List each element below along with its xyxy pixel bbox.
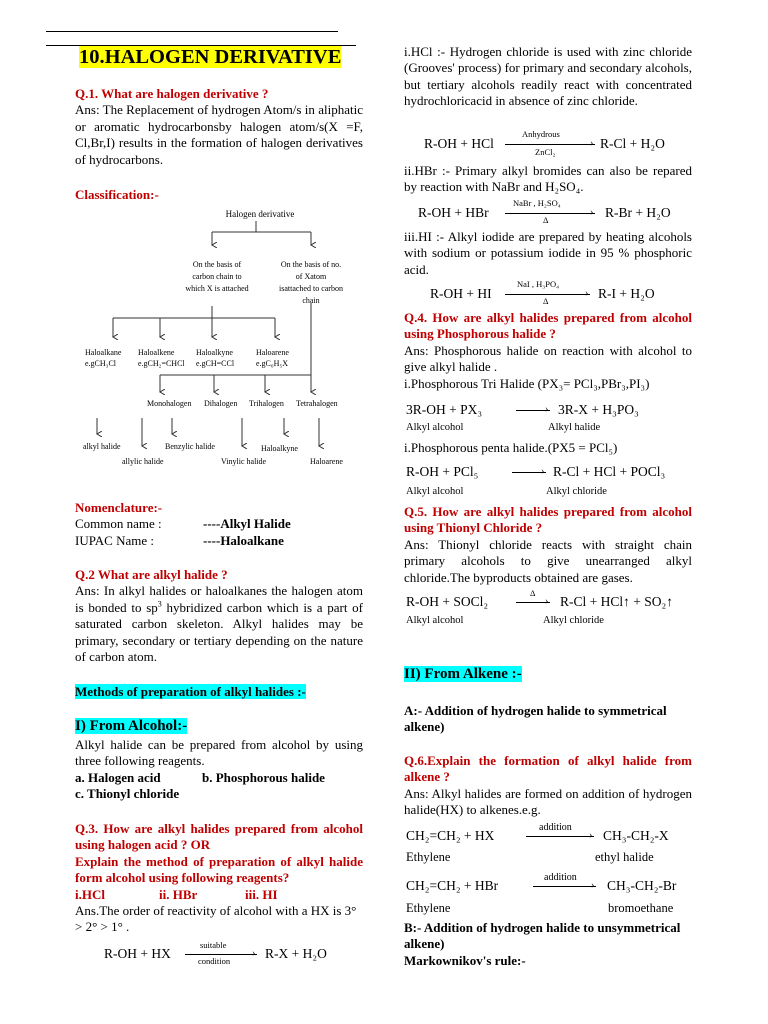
eq2-arrow bbox=[505, 213, 595, 214]
eq-hx-arrowhead: › bbox=[252, 948, 256, 959]
classification-diagram bbox=[75, 205, 375, 475]
q3-hbr: ii. HBr bbox=[159, 886, 198, 902]
eq6-right: R-Cl + HCl↑ + SO₂↑ bbox=[560, 594, 673, 609]
eq1-left: R-OH + HCl bbox=[424, 136, 494, 151]
eq-hx-above: suitable bbox=[200, 940, 227, 950]
hi-text: iii.HI :- Alkyl iodide are prepared by heating alcohols with sodium or potassium iodide in 95 % phosphoric acid. bbox=[404, 229, 692, 277]
eq7-label-left: Ethylene bbox=[406, 850, 451, 864]
classification-heading: Classification:- bbox=[75, 187, 159, 202]
eq5-label-left: Alkyl alcohol bbox=[406, 486, 464, 497]
sub-haloarene: Haloarene bbox=[310, 457, 343, 466]
q3-question-b: Explain the method of preparation of alkyl halide form alcohol using following reagents? bbox=[75, 853, 363, 886]
eq8-above: addition bbox=[544, 872, 577, 883]
q4-question: Q.4. How are alkyl halides prepared from alcohol using Phosphorous halide ? bbox=[404, 310, 692, 342]
count-di: Dihalogen bbox=[204, 399, 238, 408]
diagram-basis2-l3: isattached to carbon bbox=[279, 284, 343, 293]
diagram-root: Halogen derivative bbox=[225, 209, 295, 219]
iupac-name-label: IUPAC Name : bbox=[75, 532, 154, 548]
sub-vinylic: Vinylic halide bbox=[221, 457, 267, 466]
q5-question: Q.5. How are alkyl halides prepared from alcohol using Thionyl Chloride ? bbox=[404, 504, 692, 536]
markovnikov-heading: Markownikov's rule:- bbox=[404, 952, 526, 968]
eq2-left: R-OH + HBr bbox=[418, 205, 489, 220]
eq1-right: R-Cl + H₂O bbox=[600, 136, 665, 151]
eq1-below: ZnCl₂ bbox=[535, 147, 556, 157]
iupac-name-value: ----Haloalkane bbox=[203, 532, 284, 548]
q3-question: Q.3. How are alkyl halides prepared from alcohol using halogen acid ? OR bbox=[75, 821, 363, 853]
count-tetra: Tetrahalogen bbox=[296, 399, 338, 408]
diagram-basis1-l2: carbon chain to bbox=[192, 272, 242, 281]
alcohol-intro: Alkyl halide can be prepared from alcohol by using three following reagents. bbox=[75, 737, 363, 769]
q2-question: Q.2 What are alkyl halide ? bbox=[75, 567, 228, 582]
eq3-right: R-I + H₂O bbox=[598, 286, 655, 301]
sub-benzylic: Benzylic halide bbox=[165, 442, 215, 451]
q3-hcl: i.HCl bbox=[75, 886, 105, 902]
eq-hx-left: R-OH + HX bbox=[104, 946, 171, 961]
q6-question: Q.6.Explain the formation of alkyl halide from alkene ? bbox=[404, 753, 692, 785]
eq8-label-right: bromoethane bbox=[608, 901, 674, 915]
eq3-left: R-OH + HI bbox=[430, 286, 492, 301]
type-haloalkene: Haloalkene bbox=[138, 348, 175, 357]
diagram-basis1-l1: On the basis of bbox=[192, 260, 242, 269]
eq4-right: 3R-X + H₃PO₃ bbox=[558, 402, 639, 417]
eq4-label-left: Alkyl alcohol bbox=[406, 422, 464, 433]
common-name-value: ----Alkyl Halide bbox=[203, 516, 291, 532]
common-name-label: Common name : bbox=[75, 516, 162, 532]
eq-hx-right: R-X + H₂O bbox=[265, 946, 327, 961]
diagram-basis2-l1: On the basis of no. bbox=[280, 260, 342, 269]
eq1-above: Anhydrous bbox=[522, 129, 560, 139]
page-title bbox=[79, 44, 341, 70]
eq8-right: CH₃-CH₂-Br bbox=[607, 878, 677, 893]
eq2-right: R-Br + H₂O bbox=[605, 205, 671, 220]
type-haloalkane-ex: e.gCH₃Cl bbox=[85, 359, 117, 368]
from-alcohol-heading: I) From Alcohol:- bbox=[75, 718, 188, 734]
eq8-arrowhead: › bbox=[591, 880, 595, 891]
q1-answer: Ans: The Replacement of hydrogen Atom/s in aliphatic or aromatic hydrocarbonsby halogen atom/s(X =F, Cl,Br,I) results in the formation of halogen derivatives of hydrocarbons. bbox=[75, 102, 363, 167]
title-text: 10.HALOGEN DERIVATIVE bbox=[79, 46, 342, 68]
eq7-arrow bbox=[526, 836, 594, 837]
sub-allylic: allylic halide bbox=[122, 457, 164, 466]
q5-answer: Ans: Thionyl chloride reacts with straight chain primary alcohols to give unearranged alkyl chloride.The byproducts obtained are gases. bbox=[404, 536, 692, 585]
count-tri: Trihalogen bbox=[249, 399, 284, 408]
hbr-text: ii.HBr :- Primary alkyl bromides can also be repared by reaction with NaBr and H₂SO₄. bbox=[404, 163, 692, 195]
eq8-arrow bbox=[533, 886, 596, 887]
type-haloarene: Haloarene bbox=[256, 348, 289, 357]
sub-alkyl: alkyl halide bbox=[83, 442, 121, 451]
type-haloarene-ex: e.gC₆H₅X bbox=[256, 359, 289, 368]
eq2-above: NaBr , H₂SO₄ bbox=[513, 198, 561, 208]
phosphorous-tri-text: i.Phosphorous Tri Halide (PX₃= PCl₃,PBr₃,PI₃) bbox=[404, 375, 650, 391]
sub-haloalkyne: Haloalkyne bbox=[261, 444, 298, 453]
q1-question: Q.1. What are halogen derivative ? bbox=[75, 86, 269, 101]
from-alkene-heading: II) From Alkene :- bbox=[404, 666, 522, 682]
eq-alcohol-hx bbox=[104, 946, 171, 962]
eq7-above: addition bbox=[539, 822, 572, 833]
q4-answer: Ans: Phosphorous halide on reaction with alcohol to give alkyl halide . bbox=[404, 342, 692, 375]
q2-answer: Ans: In alkyl halides or haloalkanes the halogen atom is bonded to $sp^3$ hybridized carbon which is a part of saturated carbon skeleton. Alkyl halides may be primary, secondary or tertiary depending on the nature of carbon atom. bbox=[75, 583, 363, 665]
eq7-label-right: ethyl halide bbox=[595, 850, 654, 864]
type-haloalkene-ex: e.gCH₂=CHCl bbox=[138, 359, 185, 368]
diagram-basis2-l4: chain bbox=[302, 296, 320, 305]
hcl-text: i.HCl :- Hydrogen chloride is used with zinc chloride (Grooves' process) for primary and secondary alcohols, but tertiary alcohols readily react with concentrated hydrochloricacid in absence of zinc chloride. bbox=[404, 44, 692, 109]
count-mono: Monohalogen bbox=[147, 399, 192, 408]
eq5-left: R-OH + PCl₅ bbox=[406, 464, 479, 479]
eq7-left: CH₂=CH₂ + HX bbox=[406, 828, 495, 843]
q3-answer: Ans.The order of reactivity of alcohol with a HX is 3° > 2° > 1° . bbox=[75, 903, 357, 935]
nomenclature-heading: Nomenclature:- bbox=[75, 500, 163, 515]
reagent-a: a. Halogen acid bbox=[75, 769, 161, 785]
eq1-arrowhead: › bbox=[590, 138, 594, 149]
type-haloalkyne: Haloalkyne bbox=[196, 348, 233, 357]
eq6-left: R-OH + SOCl₂ bbox=[406, 594, 489, 609]
eq4-left: 3R-OH + PX₃ bbox=[406, 402, 483, 417]
eq4-label-right: Alkyl halide bbox=[548, 422, 601, 433]
eq5-right: R-Cl + HCl + POCl₃ bbox=[553, 464, 666, 479]
q6-answer: Ans: Alkyl halides are formed on addition of hydrogen halide(HX) to alkenes.e.g. bbox=[404, 785, 692, 818]
q3-hi: iii. HI bbox=[245, 886, 278, 902]
eq7-arrowhead: › bbox=[589, 830, 593, 841]
eq6-label-right: Alkyl chloride bbox=[543, 615, 604, 626]
eq-hx-below: condition bbox=[198, 956, 231, 966]
eq8-left: CH₂=CH₂ + HBr bbox=[406, 878, 499, 893]
diagram-basis2-l2: of Xatom bbox=[295, 272, 327, 281]
eq1-arrow bbox=[505, 144, 595, 145]
eq8-label-left: Ethylene bbox=[406, 901, 451, 915]
eq2-arrowhead: › bbox=[590, 207, 594, 218]
eq7-right: CH₃-CH₂-X bbox=[603, 828, 669, 843]
eq6-arrowhead: › bbox=[545, 596, 549, 607]
top-rule bbox=[46, 31, 338, 32]
symmetrical-heading: A:- Addition of hydrogen halide to symmetrical alkene) bbox=[404, 703, 667, 735]
eq3-below: Δ bbox=[543, 296, 549, 306]
eq5-arrowhead: › bbox=[541, 466, 545, 477]
eq4-arrowhead: › bbox=[545, 404, 549, 415]
methods-heading: Methods of preparation of alkyl halides :- bbox=[75, 684, 306, 699]
eq3-arrow bbox=[505, 294, 590, 295]
unsymmetrical-heading: B:- Addition of hydrogen halide to unsymmetrical alkene) bbox=[404, 920, 681, 952]
eq5-label-right: Alkyl chloride bbox=[546, 486, 607, 497]
reagent-b: b. Phosphorous halide bbox=[202, 769, 325, 785]
reagent-c: c. Thionyl chloride bbox=[75, 786, 180, 802]
type-haloalkyne-ex: e.gCH=CCl bbox=[196, 359, 235, 368]
eq3-arrowhead: › bbox=[585, 288, 589, 299]
eq3-above: NaI , H₃PO₄ bbox=[517, 279, 560, 289]
diagram-basis1-l3: which X is attached bbox=[185, 284, 249, 293]
eq6-label-left: Alkyl alcohol bbox=[406, 615, 464, 626]
eq6-above: Δ bbox=[530, 588, 536, 598]
eq2-below: Δ bbox=[543, 215, 549, 225]
eq-hx-arrow bbox=[185, 954, 257, 955]
type-haloalkane: Haloalkane bbox=[85, 348, 122, 357]
phosphorous-penta-text: i.Phosphorous penta halide.(PX5 = PCl₅) bbox=[404, 440, 618, 455]
